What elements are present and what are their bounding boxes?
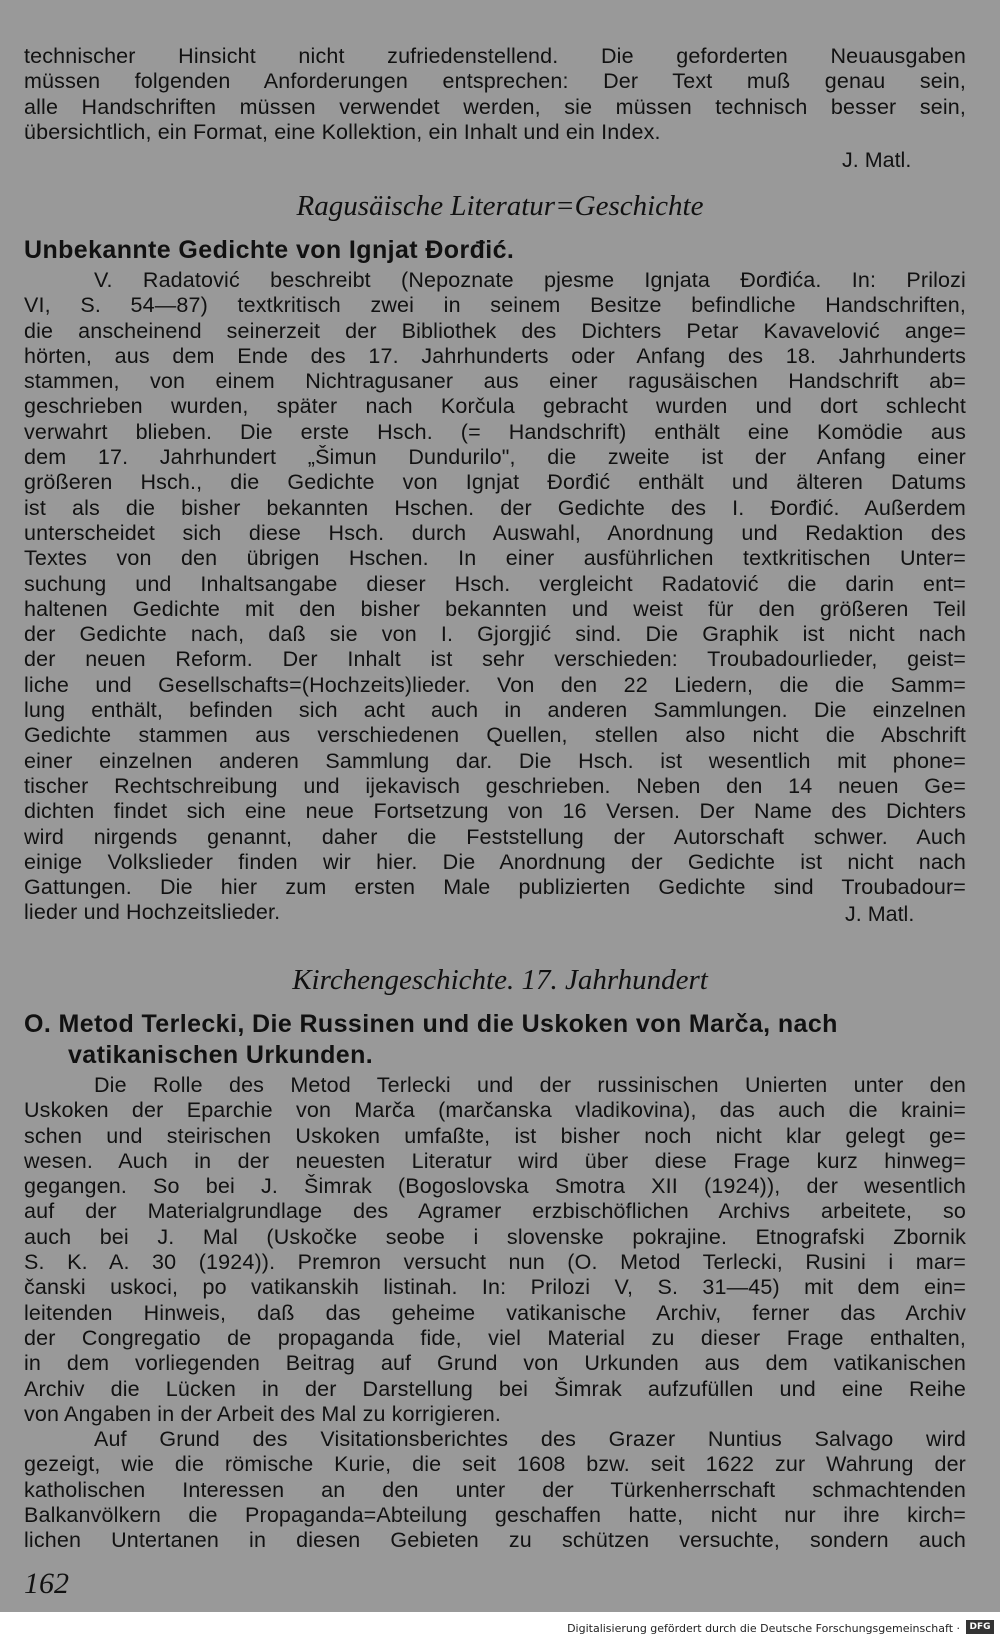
text-line: größeren Hsch., die Gedichte von Ignjat Đorđić enthält und älteren Datums [24,470,966,495]
text-line: der neuen Reform. Der Inhalt ist sehr verschieden: Troubadourlieder, geist= [24,647,966,672]
text-line: lung enthält, befinden sich acht auch in anderen Sammlungen. Die einzelnen [24,698,966,723]
article-heading: Unbekannte Gedichte von Ignjat Đorđić. [24,236,515,264]
text-line: einer einzelnen anderen Sammlung dar. Die Hsch. ist wesentlich mit phone= [24,748,966,773]
text-line: technischer Hinsicht nicht zufriedenstellend. Die geforderten Neuausgaben [24,44,966,68]
text-line: Gattungen. Die hier zum ersten Male publizierten Gedichte sind Troubadour= [24,875,966,900]
text-line: wesen. Auch in der neuesten Literatur wird über diese Frage kurz hinweg= [24,1148,966,1173]
text-line: leitenden Hinweis, daß das geheime vatikanische Archiv, ferner das Archiv [24,1300,966,1325]
text-line: Balkanvölkern die Propaganda=Abteilung geschaffen hatte, nicht nur ihre kirch= [24,1503,966,1528]
page-number: 162 [24,1567,69,1600]
continuation-paragraph [24,44,966,145]
text-line: einige Volkslieder finden wir hier. Die Anordnung der Gedichte ist nicht nach [24,849,966,874]
text-line: VI, S. 54—87) textkritisch zwei in seinem Besitze befindliche Handschriften, [24,293,966,318]
text-line: gegangen. So bei J. Šimrak (Bogoslovska Smotra XII (1924)), der wesentlich [24,1174,966,1199]
text-line: unterscheidet sich diese Hsch. durch Auswahl, Anordnung und Redaktion des [24,520,966,545]
text-line: müssen folgenden Anforderungen entsprechen: Der Text muß genau sein, [24,69,966,94]
text-line: suchung und Inhaltsangabe dieser Hsch. vergleicht Radatović die darin ent= [24,571,966,596]
text-line: die anscheinend seinerzeit der Bibliothek des Dichters Petar Kavavelović ange= [24,318,966,343]
article-heading-continued: vatikanischen Urkunden. [68,1041,374,1069]
text-line: dichten findet sich eine neue Fortsetzung von 16 Versen. Der Name des Dichters [24,799,966,824]
text-line: von Angaben in der Arbeit des Mal zu korrigieren. [24,1401,502,1426]
text-line: Die Rolle des Metod Terlecki und der russinischen Unierten unter den [94,1073,966,1097]
dfg-logo: DFG [966,1620,994,1634]
article-heading: O. Metod Terlecki, Die Russinen und die Uskoken von Marča, nach [24,1010,838,1038]
text-line: dem 17. Jahrhundert „Šimun Dundurilo", die zweite ist der Anfang einer [24,445,966,470]
text-line: der Gedichte nach, daß sie von I. Gjorgjić sind. Die Graphik ist nicht nach [24,622,966,647]
footer-credit: Digitalisierung gefördert durch die Deutsche Forschungsgemeinschaft · [567,1622,960,1635]
text-line: ist als die bisher bekannten Hschen. der Gedichte des I. Đorđić. Außerdem [24,495,966,520]
text-line: hörten, aus dem Ende des 17. Jahrhunderts oder Anfang des 18. Jahrhunderts [24,343,966,368]
article-body [24,268,966,926]
text-line: übersichtlich, ein Format, eine Kollektion, ein Inhalt und ein Index. [24,119,661,144]
section-title: Ragusäische Literatur=Geschichte [296,190,704,222]
text-line: der Congregatio de propaganda fide, viel Material zu dieser Frage enthalten, [24,1325,966,1350]
text-line: Archiv die Lücken in der Darstellung bei Šimrak aufzufüllen und eine Reihe [24,1376,966,1401]
text-line: čanski uskoci, po vatikanskih listinah. In: Prilozi V, S. 31—45) mit dem ein= [24,1275,966,1300]
text-line: Textes von den übrigen Hschen. In einer ausführlichen textkritischen Unter= [24,546,966,571]
text-line: Auf Grund des Visitationsberichtes des Grazer Nuntius Salvago wird [94,1427,966,1452]
article-body [24,1073,966,1554]
text-line: haltenen Gedichte mit den bisher bekannten und weist für den größeren Teil [24,596,966,621]
digitization-footer [0,1612,1000,1642]
section-title: Kirchengeschichte. 17. Jahrhundert [292,964,708,996]
text-line: gezeigt, wie die römische Kurie, die seit 1608 bzw. seit 1622 zur Wahrung der [24,1452,966,1477]
signature: J. Matl. [845,902,915,926]
text-line: liche und Gesellschafts=(Hochzeits)lieder. Von den 22 Liedern, die die Samm= [24,672,966,697]
text-line: tischer Rechtschreibung und ijekavisch geschrieben. Neben den 14 neuen Ge= [24,773,966,798]
text-line: schen und steirischen Uskoken umfaßte, ist bisher noch nicht klar gelegt ge= [24,1123,966,1148]
text-line: Uskoken der Eparchie von Marča (marčanska vladikovina), das auch die kraini= [24,1098,966,1123]
text-line: geschrieben wurden, später nach Korčula gebracht wurden und dort schlecht [24,394,966,419]
text-line: auch bei J. Mal (Uskočke seobe i slovenske pokrajine. Etnografski Zbornik [24,1224,966,1249]
text-line: alle Handschriften müssen verwendet werden, sie müssen technisch besser sein, [24,94,966,119]
text-line: S. K. A. 30 (1924)). Premron versucht nun (O. Metod Terlecki, Rusini i mar= [24,1250,966,1275]
text-line: auf der Materialgrundlage des Agramer erzbischöflichen Archivs arbeitete, so [24,1199,966,1224]
text-line: lieder und Hochzeitslieder. [24,900,281,925]
text-line: verwahrt blieben. Die erste Hsch. (= Handschrift) enthält eine Komödie aus [24,419,966,444]
signature: J. Matl. [842,148,912,172]
text-line: Gedichte stammen aus verschiedenen Quellen, stellen also nicht die Abschrift [24,723,966,748]
text-line: wird nirgends genannt, daher die Feststellung der Autorschaft schwer. Auch [24,824,966,849]
text-line: V. Radatović beschreibt (Nepoznate pjesme Ignjata Đorđića. In: Prilozi [94,268,966,292]
text-line: stammen, von einem Nichtragusaner aus einer ragusäischen Handschrift ab= [24,369,966,394]
text-line: lichen Untertanen in diesen Gebieten zu schützen versuchte, sondern auch [24,1528,966,1553]
text-line: katholischen Interessen an den unter der Türkenherrschaft schmachtenden [24,1477,966,1502]
text-line: in dem vorliegenden Beitrag auf Grund von Urkunden aus dem vatikanischen [24,1351,966,1376]
